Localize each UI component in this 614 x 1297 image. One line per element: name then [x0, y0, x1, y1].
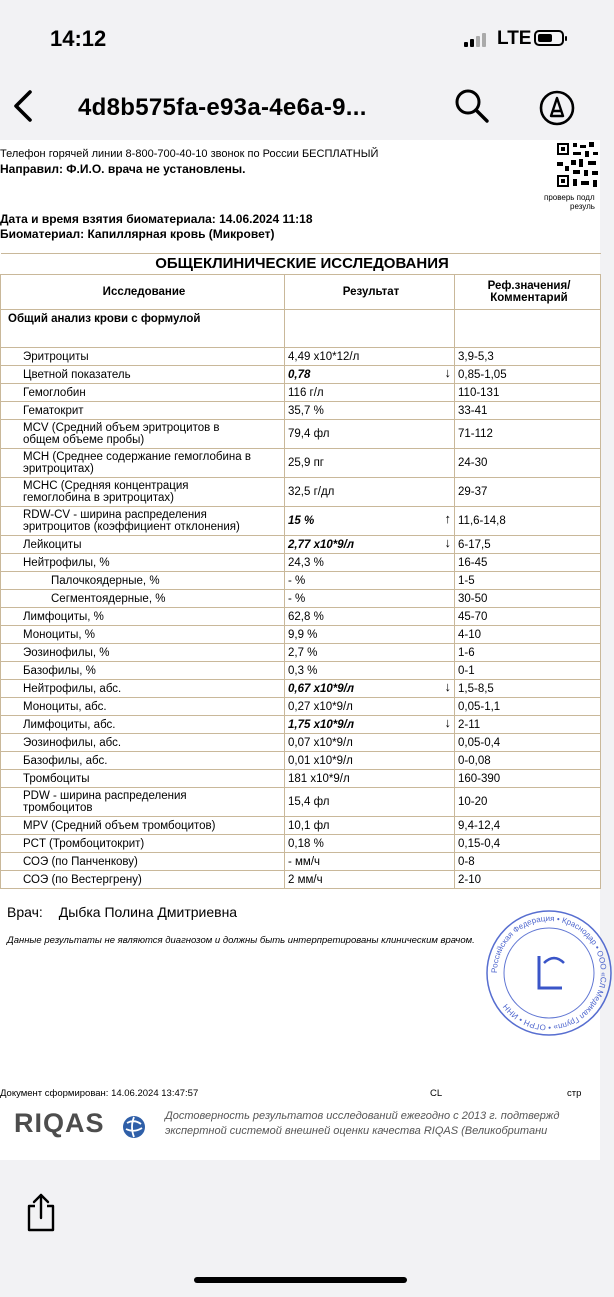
doctor-line — [7, 904, 237, 920]
test-name: Лейкоциты — [1, 536, 285, 554]
abnormal-flag-icon: ↓ — [444, 534, 451, 550]
test-reference: 160-390 — [455, 770, 601, 788]
test-result: 35,7 % — [285, 402, 455, 420]
test-name: MCH (Среднее содержание гемоглобина в эритроцитах) — [1, 449, 285, 478]
test-reference: 9,4-12,4 — [455, 817, 601, 835]
test-name: MPV (Средний объем тромбоцитов) — [1, 817, 285, 835]
test-result: - % — [285, 572, 455, 590]
doctor-label: Врач: — [7, 904, 43, 920]
test-reference: 11,6-14,8 — [455, 507, 601, 536]
col-header-ref: Реф.значения/ Комментарий — [455, 275, 601, 310]
table-row — [1, 384, 601, 402]
test-name: MCV (Средний объем эритроцитов в общем объеме пробы) — [1, 420, 285, 449]
network-type: LTE — [497, 28, 532, 49]
home-indicator[interactable] — [194, 1277, 407, 1283]
table-row — [1, 572, 601, 590]
test-reference: 1,5-8,5 — [455, 680, 601, 698]
table-row — [1, 817, 601, 835]
share-icon[interactable] — [25, 1192, 57, 1232]
table-row — [1, 402, 601, 420]
table-row — [1, 608, 601, 626]
table-row — [1, 420, 601, 449]
test-reference: 0,05-1,1 — [455, 698, 601, 716]
test-result: 0,78 ↓ — [285, 366, 455, 384]
table-row — [1, 536, 601, 554]
hotline-text: Телефон горячей линии 8-800-700-40-10 звонок по России БЕСПЛАТНЫЙ — [0, 148, 379, 160]
test-name: СОЭ (по Панченкову) — [1, 853, 285, 871]
table-row — [1, 478, 601, 507]
test-result: 116 г/л — [285, 384, 455, 402]
test-name: Нейтрофилы, % — [1, 554, 285, 572]
test-result: 2,7 % — [285, 644, 455, 662]
disclaimer: Данные результаты не являются диагнозом и должны быть интерпретированы клиническим врачом. — [7, 935, 475, 946]
table-row — [1, 752, 601, 770]
test-name: СОЭ (по Вестергрену) — [1, 871, 285, 889]
test-name: Лимфоциты, абс. — [1, 716, 285, 734]
bottom-toolbar — [0, 1160, 600, 1297]
test-name: Эозинофилы, абс. — [1, 734, 285, 752]
abnormal-flag-icon: ↓ — [444, 714, 451, 730]
test-name: Цветной показатель — [1, 366, 285, 384]
test-reference: 2-11 — [455, 716, 601, 734]
col-header-result: Результат — [285, 275, 455, 310]
table-row — [1, 680, 601, 698]
table-row — [1, 366, 601, 384]
riqas-note: Достоверность результатов исследований ежегодно с 2013 г. подтвержд экспертной системой внешней оценки качества RIQAS (Великобритани — [165, 1110, 560, 1137]
test-result: - мм/ч — [285, 853, 455, 871]
test-reference: 4-10 — [455, 626, 601, 644]
table-row — [1, 507, 601, 536]
test-name: Эозинофилы, % — [1, 644, 285, 662]
generated-at: Документ сформирован: 14.06.2024 13:47:57 — [0, 1088, 199, 1099]
test-reference: 45-70 — [455, 608, 601, 626]
svg-text:Российская Федерация • Краснод: Российская Федерация • Краснодар • ООО «СЛ Медикал Групп» • ОГРН • ИНН — [489, 913, 609, 1033]
test-name: Тромбоциты — [1, 770, 285, 788]
test-result: 2 мм/ч — [285, 871, 455, 889]
table-row — [1, 853, 601, 871]
test-reference: 110-131 — [455, 384, 601, 402]
test-reference: 1-6 — [455, 644, 601, 662]
test-result: 62,8 % — [285, 608, 455, 626]
test-result: 0,67 x10*9/л ↓ — [285, 680, 455, 698]
qr-caption: проверь подл резуль — [544, 193, 595, 211]
table-row — [1, 698, 601, 716]
test-name: Сегментоядерные, % — [1, 590, 285, 608]
test-result: 181 x10*9/л — [285, 770, 455, 788]
test-result: 4,49 x10*12/л — [285, 348, 455, 366]
test-reference: 0,15-0,4 — [455, 835, 601, 853]
table-row — [1, 788, 601, 817]
back-chevron-icon[interactable] — [10, 86, 38, 126]
table-row — [1, 626, 601, 644]
test-name: Лимфоциты, % — [1, 608, 285, 626]
doctor-name: Дыбка Полина Дмитриевна — [58, 904, 238, 920]
test-reference: 1-5 — [455, 572, 601, 590]
test-name: Нейтрофилы, абс. — [1, 680, 285, 698]
cl-mark: CL — [430, 1088, 443, 1099]
test-result: 24,3 % — [285, 554, 455, 572]
test-name: PCT (Тромбоцитокрит) — [1, 835, 285, 853]
test-result: 9,9 % — [285, 626, 455, 644]
test-name: RDW-CV - ширина распределения эритроцитов (коэффициент отклонения) — [1, 507, 285, 536]
test-reference: 3,9-5,3 — [455, 348, 601, 366]
test-reference: 0-8 — [455, 853, 601, 871]
test-name: Эритроциты — [1, 348, 285, 366]
table-row — [1, 871, 601, 889]
sample-datetime: Дата и время взятия биоматериала: 14.06.2024 11:18 — [0, 212, 313, 226]
test-reference: 29-37 — [455, 478, 601, 507]
test-result: 1,75 x10*9/л ↓ — [285, 716, 455, 734]
test-result: 0,27 x10*9/л — [285, 698, 455, 716]
test-name: PDW - ширина распределения тромбоцитов — [1, 788, 285, 817]
page-label: стр — [567, 1088, 582, 1099]
table-row — [1, 734, 601, 752]
test-name: Моноциты, абс. — [1, 698, 285, 716]
test-reference: 10-20 — [455, 788, 601, 817]
test-result: 0,18 % — [285, 835, 455, 853]
test-result: 0,3 % — [285, 662, 455, 680]
table-row — [1, 449, 601, 478]
abnormal-flag-icon: ↓ — [444, 364, 451, 380]
table-row — [1, 835, 601, 853]
test-reference: 0-1 — [455, 662, 601, 680]
test-name: Гематокрит — [1, 402, 285, 420]
results-table — [0, 253, 600, 889]
markup-icon[interactable] — [537, 88, 577, 128]
qr-code-icon — [555, 140, 600, 190]
test-reference: 33-41 — [455, 402, 601, 420]
test-result: 25,9 пг — [285, 449, 455, 478]
test-name: Моноциты, % — [1, 626, 285, 644]
lab-stamp — [484, 908, 614, 1038]
test-result: 2,77 x10*9/л ↓ — [285, 536, 455, 554]
battery-icon — [534, 30, 564, 46]
status-bar — [0, 0, 600, 70]
test-reference: 71-112 — [455, 420, 601, 449]
riqas-logo: RIQAS — [14, 1108, 105, 1138]
document-page[interactable] — [0, 140, 609, 1160]
test-result: 79,4 фл — [285, 420, 455, 449]
test-result: 15 % ↑ — [285, 507, 455, 536]
test-name: Базофилы, % — [1, 662, 285, 680]
table-row — [1, 590, 601, 608]
table-row — [1, 644, 601, 662]
test-reference: 6-17,5 — [455, 536, 601, 554]
table-row — [1, 716, 601, 734]
status-time: 14:12 — [50, 26, 107, 51]
test-reference: 0,85-1,05 — [455, 366, 601, 384]
test-group-title: Общий анализ крови с формулой — [1, 310, 285, 348]
abnormal-flag-icon: ↓ — [444, 678, 451, 694]
cellular-signal-icon — [464, 33, 494, 47]
test-reference: 24-30 — [455, 449, 601, 478]
section-title: ОБЩЕКЛИНИЧЕСКИЕ ИССЛЕДОВАНИЯ — [1, 254, 601, 275]
test-result: 10,1 фл — [285, 817, 455, 835]
table-row — [1, 662, 601, 680]
document-title: 4d8b575fa-e93a-4e6a-9... — [78, 94, 367, 121]
test-result: 15,4 фл — [285, 788, 455, 817]
table-row — [1, 348, 601, 366]
test-name: Гемоглобин — [1, 384, 285, 402]
test-result: 0,07 x10*9/л — [285, 734, 455, 752]
test-name: Базофилы, абс. — [1, 752, 285, 770]
test-result: 32,5 г/дл — [285, 478, 455, 507]
test-reference: 30-50 — [455, 590, 601, 608]
navigation-bar — [0, 72, 600, 140]
test-reference: 0-0,08 — [455, 752, 601, 770]
riqas-globe-icon — [122, 1115, 146, 1139]
biomaterial: Биоматериал: Капиллярная кровь (Микровет) — [0, 227, 275, 241]
test-reference: 2-10 — [455, 871, 601, 889]
search-icon[interactable] — [452, 86, 492, 126]
referring-doctor: Направил: Ф.И.О. врача не установлены. — [0, 162, 246, 176]
test-reference: 0,05-0,4 — [455, 734, 601, 752]
test-name: Палочкоядерные, % — [1, 572, 285, 590]
test-result: - % — [285, 590, 455, 608]
col-header-test: Исследование — [1, 275, 285, 310]
table-row — [1, 554, 601, 572]
table-row — [1, 770, 601, 788]
test-name: MCHC (Средняя концентрация гемоглобина в эритроцитах) — [1, 478, 285, 507]
test-result: 0,01 x10*9/л — [285, 752, 455, 770]
abnormal-flag-icon: ↑ — [444, 511, 451, 526]
test-reference: 16-45 — [455, 554, 601, 572]
